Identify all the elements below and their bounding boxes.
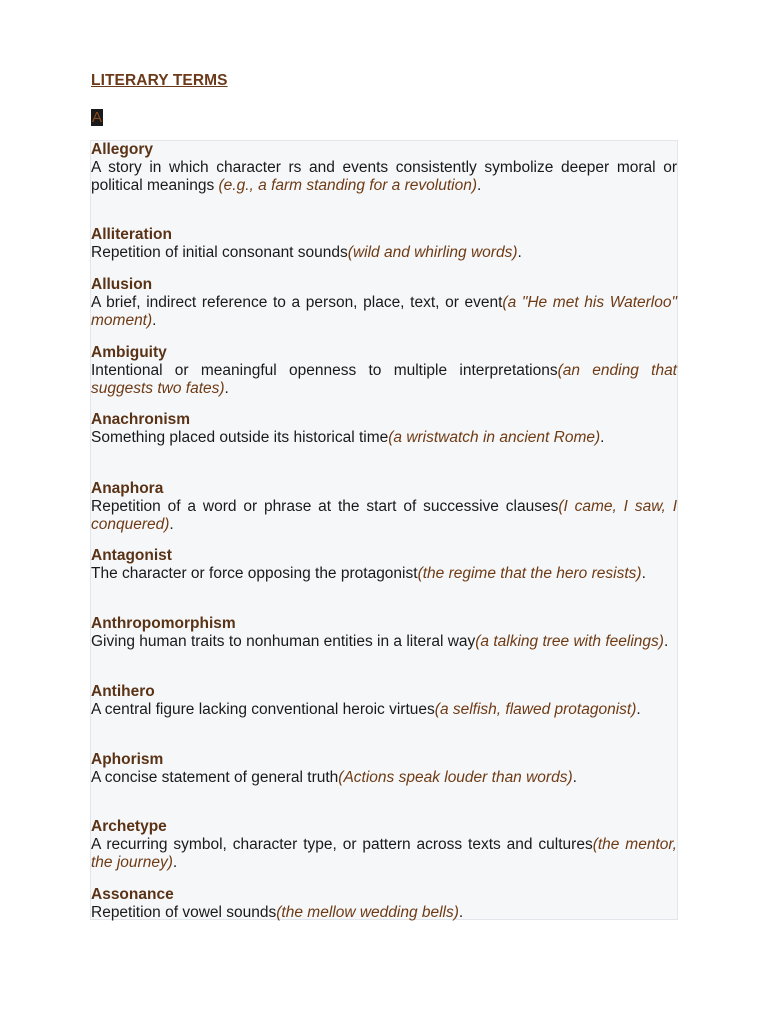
- term-entry-anaphora: [91, 480, 677, 534]
- term-definition: Repetition of a word or phrase at the start of successive clauses(I came, I saw, I conquered).: [91, 498, 677, 533]
- term-entry-antagonist: [91, 547, 677, 583]
- term-entry-assonance: [91, 886, 677, 922]
- term-name: Ambiguity: [91, 344, 167, 361]
- section-letter-heading: A: [92, 109, 103, 126]
- term-name: Anaphora: [91, 480, 164, 497]
- term-definition: Giving human traits to nonhuman entities in a literal way(a talking tree with feelings).: [91, 633, 669, 650]
- term-definition: A brief, indirect reference to a person, place, text, or event(a "He met his Waterloo" moment).: [91, 294, 677, 329]
- term-example: (a selfish, flawed protagonist): [434, 701, 637, 718]
- term-entry-alliteration: [91, 226, 677, 262]
- term-example: (a "He met his Waterloo" moment): [91, 294, 677, 329]
- term-example: (Actions speak louder than words): [338, 769, 573, 786]
- term-definition: A central figure lacking conventional heroic virtues(a selfish, flawed protagonist).: [91, 701, 641, 718]
- term-name: Allusion: [91, 276, 153, 293]
- term-example: (wild and whirling words): [347, 244, 518, 261]
- term-name: Antagonist: [91, 547, 172, 564]
- term-example: (an ending that suggests two fates): [91, 362, 677, 397]
- term-definition: The character or force opposing the protagonist(the regime that the hero resists).: [91, 565, 646, 582]
- term-name: Allegory: [91, 141, 154, 158]
- term-name: Anachronism: [91, 411, 191, 428]
- term-definition: Intentional or meaningful openness to multiple interpretations(an ending that suggests two fates).: [91, 362, 677, 397]
- term-entry-antihero: [91, 683, 677, 719]
- term-example: (the regime that the hero resists): [417, 565, 642, 582]
- term-name: Archetype: [91, 818, 167, 835]
- term-entry-anthropomorphism: [91, 615, 677, 651]
- term-entry-archetype: [91, 818, 677, 872]
- term-entry-allusion: [91, 276, 677, 330]
- term-name: Alliteration: [91, 226, 172, 243]
- page-title: LITERARY TERMS: [91, 72, 228, 89]
- term-example: (a wristwatch in ancient Rome): [388, 429, 601, 446]
- term-name: Anthropomorphism: [91, 615, 236, 632]
- terms-list: [90, 140, 678, 920]
- term-entry-aphorism: [91, 751, 677, 787]
- term-entry-allegory: [91, 141, 677, 195]
- term-definition: Repetition of initial consonant sounds(wild and whirling words).: [91, 244, 522, 261]
- term-example: (the mentor, the journey): [91, 836, 677, 871]
- term-name: Aphorism: [91, 751, 164, 768]
- term-definition: A concise statement of general truth(Actions speak louder than words).: [91, 769, 577, 786]
- term-entry-anachronism: [91, 411, 677, 447]
- term-definition: A story in which character rs and events consistently symbolize deeper moral or political meanings (e.g., a farm standing for a revolution).: [91, 159, 677, 194]
- term-name: Assonance: [91, 886, 174, 903]
- term-entry-ambiguity: [91, 344, 677, 398]
- term-example: (the mellow wedding bells): [276, 904, 459, 921]
- term-definition: A recurring symbol, character type, or pattern across texts and cultures(the mentor, the journey).: [91, 836, 677, 871]
- term-definition: Something placed outside its historical time(a wristwatch in ancient Rome).: [91, 429, 605, 446]
- term-example: (e.g., a farm standing for a revolution): [218, 177, 477, 194]
- term-definition: Repetition of vowel sounds(the mellow wedding bells).: [91, 904, 464, 921]
- term-example: (I came, I saw, I conquered): [91, 498, 677, 533]
- term-example: (a talking tree with feelings): [475, 633, 664, 650]
- term-name: Antihero: [91, 683, 155, 700]
